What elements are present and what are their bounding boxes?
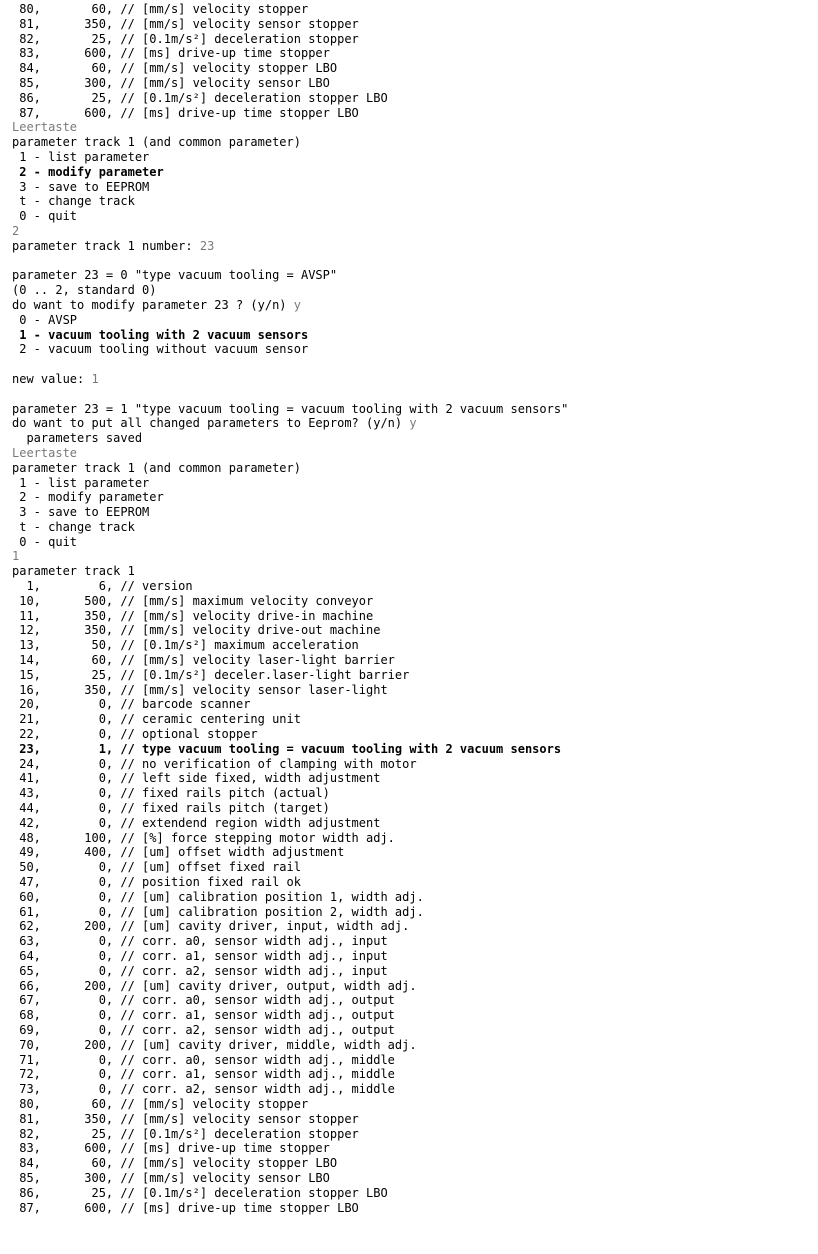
terminal-line: [12, 890, 818, 905]
terminal-line: [12, 1053, 818, 1068]
terminal-line: [12, 461, 818, 476]
line-text: 1 - list parameter: [12, 475, 150, 490]
terminal-line: [12, 1097, 818, 1112]
line-text: 44, 0, // fixed rails pitch (target): [12, 801, 330, 816]
typed-input: 1: [91, 371, 99, 386]
line-text: parameter 23 = 0 "type vacuum tooling = AVSP": [12, 268, 338, 283]
terminal-line: [12, 712, 818, 727]
terminal-line: [12, 860, 818, 875]
line-text: 11, 350, // [mm/s] velocity drive-in machine: [12, 608, 374, 623]
line-text: 81, 350, // [mm/s] velocity sensor stopper: [12, 16, 359, 31]
user-input-line: [12, 120, 818, 135]
terminal-line: [12, 993, 818, 1008]
line-text: 2 - modify parameter: [12, 490, 164, 505]
line-text: 61, 0, // [um] calibration position 2, width adj.: [12, 904, 424, 919]
terminal-line: [12, 268, 818, 283]
line-text: 2 - vacuum tooling without vacuum sensor: [12, 342, 309, 357]
line-text: 13, 50, // [0.1m/s²] maximum acceleration: [12, 638, 359, 653]
terminal-line: [12, 831, 818, 846]
line-text: 50, 0, // [um] offset fixed rail: [12, 860, 301, 875]
terminal-line: [12, 1082, 818, 1097]
terminal-line: [12, 254, 818, 269]
line-text: 87, 600, // [ms] drive-up time stopper LBO: [12, 105, 359, 120]
line-text: 23, 1, // type vacuum tooling = vacuum tooling with 2 vacuum sensors: [12, 741, 562, 756]
line-text: parameter track 1 (and common parameter): [12, 460, 301, 475]
line-text: 0 - quit: [12, 209, 78, 224]
terminal-line: [12, 416, 818, 431]
line-text: 72, 0, // corr. a1, sensor width adj., middle: [12, 1067, 395, 1082]
terminal-line: [12, 505, 818, 520]
terminal-line: [12, 283, 818, 298]
terminal-line: [12, 609, 818, 624]
terminal-line: [12, 564, 818, 579]
line-text: 63, 0, // corr. a0, sensor width adj., input: [12, 934, 388, 949]
line-text: parameter 23 = 1 "type vacuum tooling = vacuum tooling with 2 vacuum sensors": [12, 401, 569, 416]
line-text: 66, 200, // [um] cavity driver, output, width adj.: [12, 978, 417, 993]
terminal-line: [12, 801, 818, 816]
terminal-line: [12, 845, 818, 860]
line-text: Leertaste: [12, 445, 78, 460]
line-text: 16, 350, // [mm/s] velocity sensor laser-light: [12, 682, 388, 697]
line-text: 80, 60, // [mm/s] velocity stopper: [12, 1096, 309, 1111]
terminal-line: [12, 1008, 818, 1023]
terminal-line: [12, 742, 818, 757]
terminal-line: [12, 934, 818, 949]
line-text: 49, 400, // [um] offset width adjustment: [12, 845, 345, 860]
terminal-line: [12, 357, 818, 372]
terminal-line: [12, 342, 818, 357]
terminal-line: [12, 1201, 818, 1216]
line-text: 20, 0, // barcode scanner: [12, 697, 251, 712]
terminal-line: [12, 476, 818, 491]
line-text: 0 - quit: [12, 534, 78, 549]
line-text: 1: [12, 549, 20, 564]
line-text: t - change track: [12, 519, 135, 534]
terminal-line: [12, 1067, 818, 1082]
line-text: 3 - save to EEPROM: [12, 179, 150, 194]
line-text: 71, 0, // corr. a0, sensor width adj., middle: [12, 1052, 395, 1067]
terminal-line: [12, 1186, 818, 1201]
user-input-line: [12, 446, 818, 461]
terminal-line: [12, 239, 818, 254]
line-text: 22, 0, // optional stopper: [12, 727, 258, 742]
terminal-line: [12, 194, 818, 209]
line-text: 68, 0, // corr. a1, sensor width adj., output: [12, 1008, 395, 1023]
terminal-line: [12, 1127, 818, 1142]
line-text: 81, 350, // [mm/s] velocity sensor stopper: [12, 1111, 359, 1126]
line-text: 82, 25, // [0.1m/s²] deceleration stopper: [12, 31, 359, 46]
terminal-line: [12, 490, 818, 505]
line-text: do want to modify parameter 23 ? (y/n): [12, 297, 294, 312]
terminal-line: [12, 431, 818, 446]
terminal-line: [12, 135, 818, 150]
line-text: 0 - AVSP: [12, 312, 78, 327]
terminal-line: [12, 653, 818, 668]
terminal-line: [12, 2, 818, 17]
line-text: 80, 60, // [mm/s] velocity stopper: [12, 2, 309, 16]
terminal-line: [12, 1141, 818, 1156]
line-text: 24, 0, // no verification of clamping with motor: [12, 756, 417, 771]
line-text: 3 - save to EEPROM: [12, 505, 150, 520]
terminal-line: [12, 387, 818, 402]
terminal-line: [12, 668, 818, 683]
line-text: 10, 500, // [mm/s] maximum velocity conveyor: [12, 593, 374, 608]
terminal-line: [12, 1156, 818, 1171]
line-text: parameters saved: [12, 431, 143, 446]
terminal-line: [12, 402, 818, 417]
line-text: 87, 600, // [ms] drive-up time stopper LBO: [12, 1200, 359, 1215]
terminal-line: [12, 1171, 818, 1186]
line-text: 2: [12, 223, 20, 238]
line-text: 21, 0, // ceramic centering unit: [12, 712, 301, 727]
terminal-line: [12, 875, 818, 890]
terminal-line: [12, 623, 818, 638]
terminal-line: [12, 313, 818, 328]
terminal-line: [12, 771, 818, 786]
line-text: parameter track 1 number:: [12, 238, 200, 253]
terminal-line: [12, 76, 818, 91]
terminal-line: [12, 727, 818, 742]
line-text: parameter track 1 (and common parameter): [12, 135, 301, 150]
line-text: do want to put all changed parameters to Eeprom? (y/n): [12, 416, 410, 431]
typed-input: y: [409, 416, 417, 431]
terminal-line: [12, 1038, 818, 1053]
line-text: 86, 25, // [0.1m/s²] deceleration stopper LBO: [12, 90, 388, 105]
line-text: 1 - vacuum tooling with 2 vacuum sensors: [12, 327, 309, 342]
line-text: 85, 300, // [mm/s] velocity sensor LBO: [12, 75, 330, 90]
line-text: Leertaste: [12, 120, 78, 135]
line-text: 43, 0, // fixed rails pitch (actual): [12, 786, 330, 801]
line-text: 62, 200, // [um] cavity driver, input, width adj.: [12, 919, 410, 934]
terminal-line: [12, 816, 818, 831]
line-text: 73, 0, // corr. a2, sensor width adj., middle: [12, 1082, 395, 1097]
line-text: 86, 25, // [0.1m/s²] deceleration stopper LBO: [12, 1185, 388, 1200]
line-text: 14, 60, // [mm/s] velocity laser-light barrier: [12, 653, 395, 668]
terminal-line: [12, 949, 818, 964]
typed-input: 23: [199, 238, 215, 253]
line-text: 84, 60, // [mm/s] velocity stopper LBO: [12, 61, 338, 76]
typed-input: y: [293, 297, 301, 312]
line-text: new value:: [12, 371, 92, 386]
terminal-line: [12, 32, 818, 47]
line-text: 64, 0, // corr. a1, sensor width adj., input: [12, 949, 388, 963]
terminal-line: [12, 91, 818, 106]
terminal-line: [12, 1023, 818, 1038]
terminal-line: [12, 209, 818, 224]
line-text: 1, 6, // version: [12, 579, 193, 594]
line-text: 48, 100, // [%] force stepping motor width adj.: [12, 830, 395, 845]
user-input-line: [12, 224, 818, 239]
terminal-line: [12, 1112, 818, 1127]
terminal-line: [12, 594, 818, 609]
line-text: 85, 300, // [mm/s] velocity sensor LBO: [12, 1170, 330, 1185]
user-input-line: [12, 549, 818, 564]
terminal-line: [12, 535, 818, 550]
line-text: 84, 60, // [mm/s] velocity stopper LBO: [12, 1156, 338, 1171]
line-text: 42, 0, // extendend region width adjustment: [12, 815, 381, 830]
line-text: 2 - modify parameter: [12, 164, 164, 179]
terminal-line: [12, 46, 818, 61]
terminal-line: [12, 964, 818, 979]
line-text: 83, 600, // [ms] drive-up time stopper: [12, 1141, 330, 1156]
terminal-line: [12, 683, 818, 698]
terminal-line: [12, 180, 818, 195]
line-text: 70, 200, // [um] cavity driver, middle, width adj.: [12, 1037, 417, 1052]
line-text: 60, 0, // [um] calibration position 1, width adj.: [12, 889, 424, 904]
line-text: parameter track 1: [12, 564, 135, 579]
line-text: 15, 25, // [0.1m/s²] deceler.laser-light barrier: [12, 667, 410, 682]
terminal-line: [12, 520, 818, 535]
terminal-line: [12, 372, 818, 387]
terminal-line: [12, 150, 818, 165]
line-text: t - change track: [12, 194, 135, 209]
terminal-line: [12, 17, 818, 32]
terminal-line: [12, 757, 818, 772]
terminal-line: [12, 165, 818, 180]
terminal-line: [12, 638, 818, 653]
line-text: (0 .. 2, standard 0): [12, 283, 157, 298]
terminal-line: [12, 579, 818, 594]
terminal-line: [12, 328, 818, 343]
line-text: 67, 0, // corr. a0, sensor width adj., output: [12, 993, 395, 1008]
line-text: 82, 25, // [0.1m/s²] deceleration stopper: [12, 1126, 359, 1141]
terminal-line: [12, 979, 818, 994]
terminal-line: [12, 106, 818, 121]
terminal-line: [12, 697, 818, 712]
terminal-line: [12, 786, 818, 801]
line-text: 1 - list parameter: [12, 149, 150, 164]
line-text: 65, 0, // corr. a2, sensor width adj., input: [12, 963, 388, 978]
terminal-line: [12, 61, 818, 76]
line-text: 41, 0, // left side fixed, width adjustment: [12, 771, 381, 786]
terminal-line: [12, 919, 818, 934]
terminal-line: [12, 298, 818, 313]
line-text: 47, 0, // position fixed rail ok: [12, 875, 301, 890]
line-text: 83, 600, // [ms] drive-up time stopper: [12, 46, 330, 61]
line-text: 12, 350, // [mm/s] velocity drive-out machine: [12, 623, 381, 638]
terminal-line: [12, 905, 818, 920]
line-text: 69, 0, // corr. a2, sensor width adj., output: [12, 1022, 395, 1037]
